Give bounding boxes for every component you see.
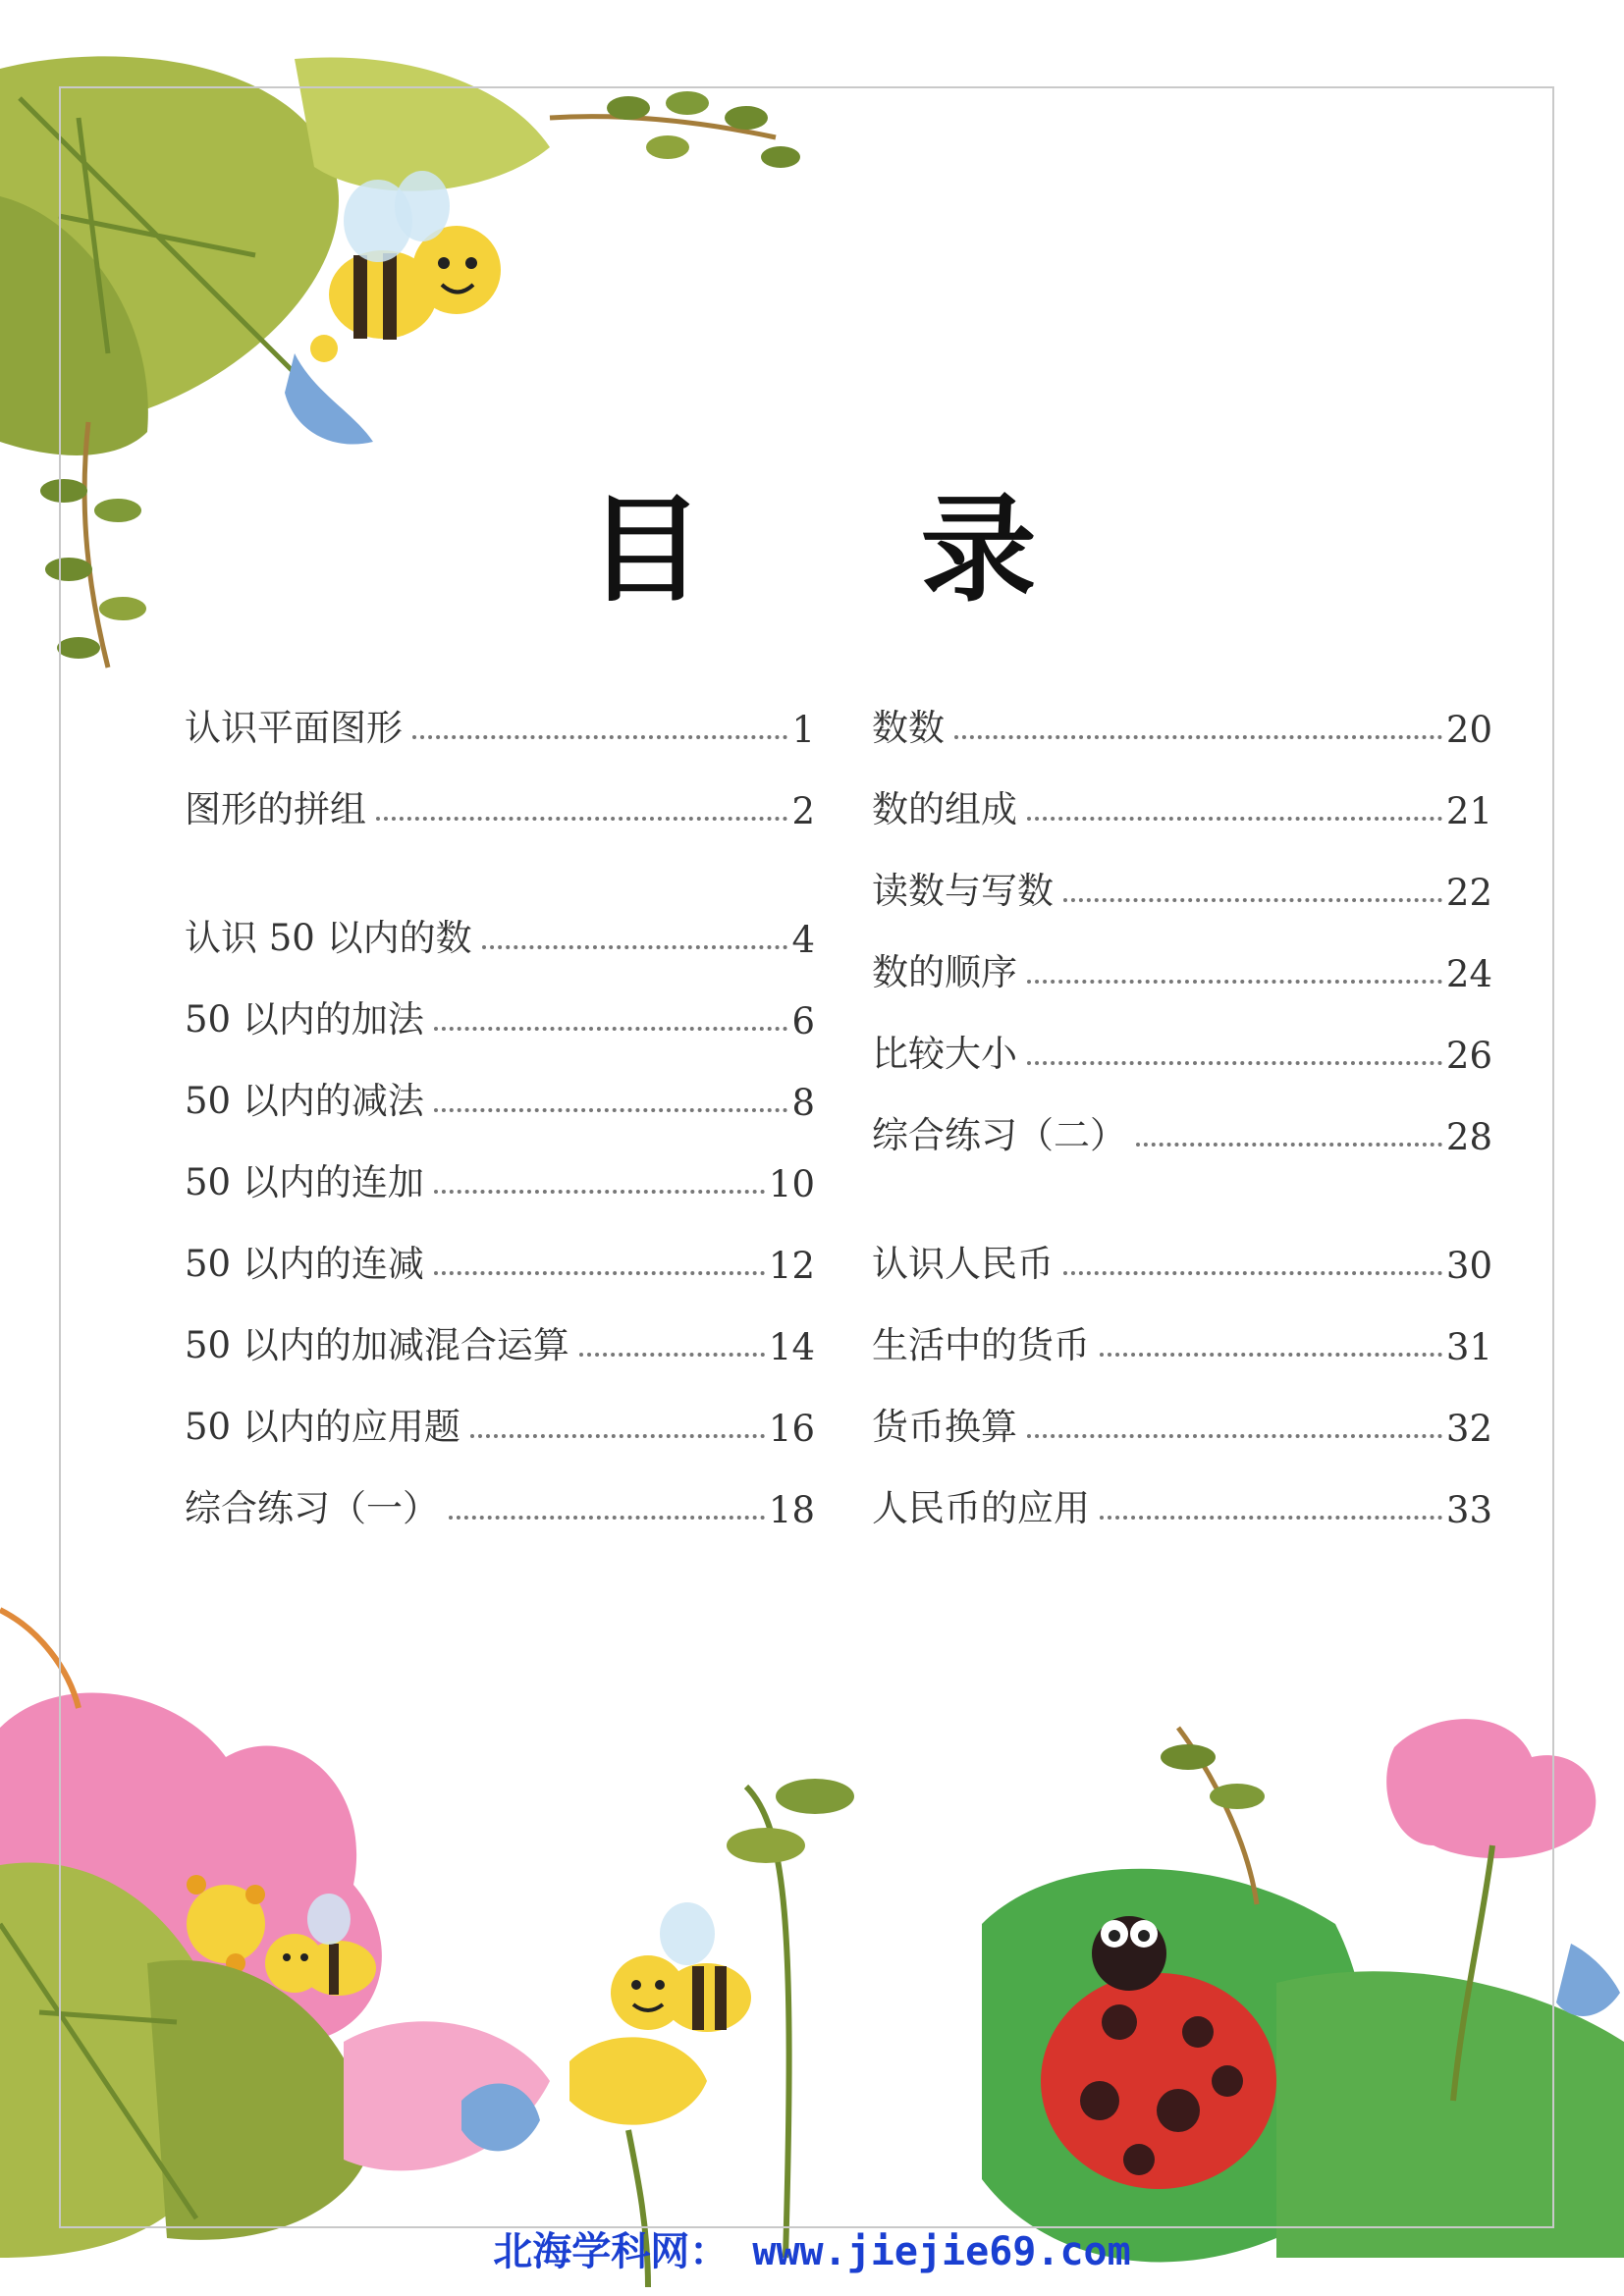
- toc-entry-label: 综合练习（二）: [872, 1114, 1126, 1156]
- toc-leader-dots: [1063, 898, 1442, 902]
- toc-entry-page: 12: [768, 1245, 815, 1287]
- toc-entry-page: 18: [768, 1489, 815, 1531]
- toc-leader-dots: [412, 735, 787, 739]
- toc-entry-label: 认识 50 以内的数: [185, 917, 472, 959]
- toc-entry-page: 8: [791, 1082, 815, 1124]
- toc-entry-label: 比较大小: [872, 1033, 1017, 1075]
- toc-entry-page: 14: [768, 1326, 815, 1368]
- watermark-footer: 北海学科网： www.jiejie69.com: [493, 2229, 1131, 2274]
- toc-entry-page: 24: [1445, 953, 1492, 995]
- toc-entry-page: 22: [1445, 872, 1492, 914]
- toc-entry[interactable]: [872, 1018, 1492, 1077]
- toc-leader-dots: [1027, 817, 1442, 821]
- toc-entry-label: 50 以内的减法: [185, 1080, 424, 1122]
- toc-leader-dots: [1136, 1143, 1442, 1147]
- toc-entry-label: 数的组成: [872, 788, 1017, 830]
- toc-entry-page: 28: [1445, 1116, 1492, 1158]
- toc-entry-page: 33: [1445, 1489, 1492, 1531]
- toc-entry-label: 认识人民币: [872, 1243, 1054, 1285]
- toc-entry-page: 2: [791, 790, 815, 832]
- toc-entry-page: 32: [1445, 1408, 1492, 1450]
- toc-leader-dots: [482, 945, 788, 949]
- toc-leader-dots: [1100, 1516, 1442, 1520]
- toc-entry[interactable]: [185, 1391, 815, 1450]
- toc-entry-page: 31: [1445, 1326, 1492, 1368]
- toc-entry-page: 21: [1445, 790, 1492, 832]
- toc-entry[interactable]: [185, 1472, 815, 1531]
- toc-entry-page: 10: [768, 1163, 815, 1205]
- toc-entry-page: 1: [791, 709, 815, 751]
- toc-entry[interactable]: [185, 1309, 815, 1368]
- toc-entry[interactable]: [872, 936, 1492, 995]
- toc-entry[interactable]: [872, 1309, 1492, 1368]
- toc-leader-dots: [579, 1353, 765, 1357]
- toc-leader-dots: [1027, 980, 1442, 984]
- toc-entry-label: 50 以内的连加: [185, 1161, 424, 1203]
- toc-entry[interactable]: [872, 1228, 1492, 1287]
- toc-entry-page: 26: [1445, 1035, 1492, 1077]
- toc-leader-dots: [470, 1434, 765, 1438]
- toc-leader-dots: [434, 1108, 788, 1112]
- toc-leader-dots: [449, 1516, 765, 1520]
- toc-leader-dots: [1027, 1434, 1442, 1438]
- toc-entry[interactable]: [185, 902, 815, 961]
- toc-entry-page: 16: [768, 1408, 815, 1450]
- toc-entry-label: 人民币的应用: [872, 1487, 1090, 1529]
- toc-leader-dots: [376, 817, 787, 821]
- toc-leader-dots: [434, 1027, 788, 1031]
- toc-entry-label: 图形的拼组: [185, 788, 366, 830]
- toc-entry-page: 20: [1445, 709, 1492, 751]
- toc-entry-label: 50 以内的应用题: [185, 1406, 460, 1448]
- toc-entry[interactable]: [872, 855, 1492, 914]
- toc-entry-label: 50 以内的加法: [185, 998, 424, 1041]
- toc-entry-page: 6: [791, 1000, 815, 1042]
- toc-entry-label: 数数: [872, 707, 945, 749]
- toc-entry-label: 认识平面图形: [185, 707, 403, 749]
- toc-entry[interactable]: [185, 692, 815, 751]
- toc-entry-page: 4: [791, 919, 815, 961]
- toc-entry[interactable]: [872, 1391, 1492, 1450]
- toc-entry-label: 读数与写数: [872, 870, 1054, 912]
- toc-entry-label: 数的顺序: [872, 951, 1017, 993]
- toc-leader-dots: [1027, 1061, 1442, 1065]
- toc-entry-label: 生活中的货币: [872, 1324, 1090, 1366]
- toc-entry[interactable]: [185, 1065, 815, 1124]
- toc-entry[interactable]: [872, 1472, 1492, 1531]
- toc-leader-dots: [434, 1190, 765, 1194]
- toc-entry[interactable]: [185, 774, 815, 832]
- toc-entry-label: 50 以内的连减: [185, 1243, 424, 1285]
- toc-entry[interactable]: [872, 692, 1492, 751]
- toc-entry-label: 50 以内的加减混合运算: [185, 1324, 569, 1366]
- toc-leader-dots: [434, 1271, 765, 1275]
- toc-leader-dots: [954, 735, 1442, 739]
- toc-leader-dots: [1100, 1353, 1442, 1357]
- toc-entry-page: 30: [1445, 1245, 1492, 1287]
- toc-entry[interactable]: [872, 774, 1492, 832]
- toc-entry-label: 货币换算: [872, 1406, 1017, 1448]
- toc-leader-dots: [1063, 1271, 1442, 1275]
- page-title: 目 录: [587, 482, 1125, 617]
- toc-entry[interactable]: [872, 1099, 1492, 1158]
- toc-entry[interactable]: [185, 984, 815, 1042]
- toc-entry[interactable]: [185, 1228, 815, 1287]
- toc-entry[interactable]: [185, 1147, 815, 1205]
- toc-entry-label: 综合练习（一）: [185, 1487, 439, 1529]
